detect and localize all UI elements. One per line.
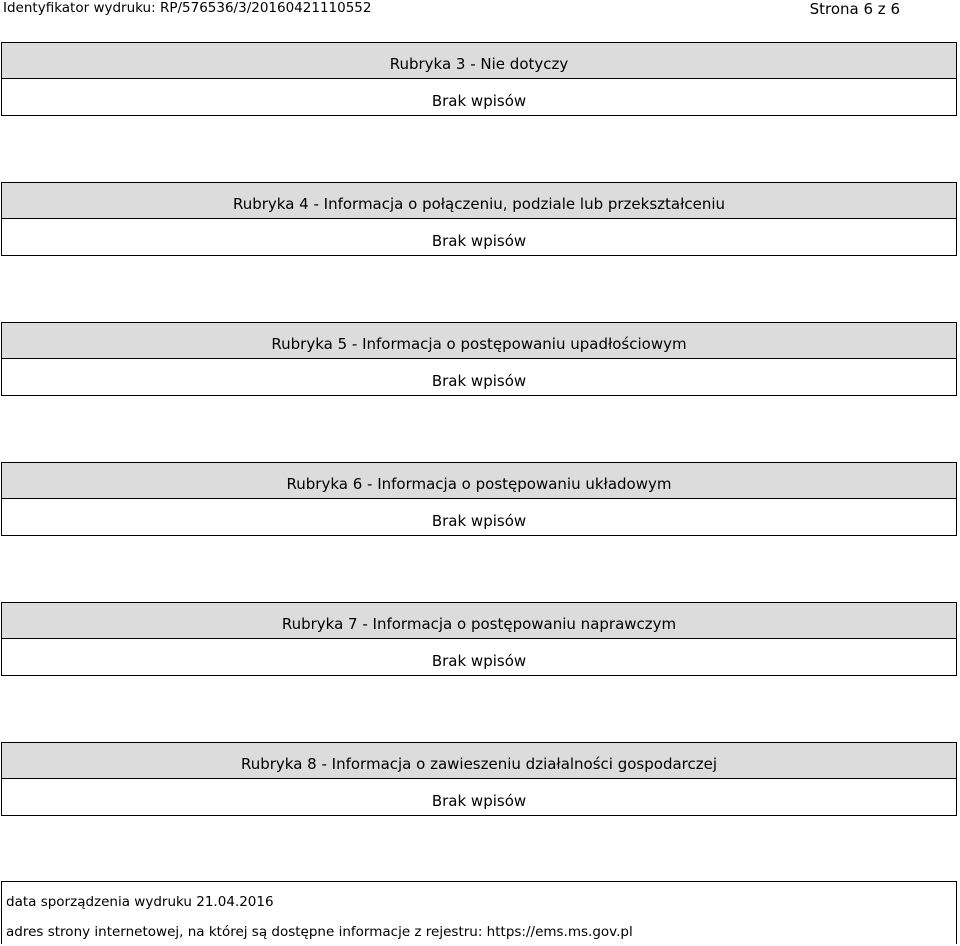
section-body: Brak wpisów xyxy=(1,359,957,396)
page-footer xyxy=(1,881,957,944)
registry-website: adres strony internetowej, na której są dostępne informacje z rejestru: https://ems.ms.gov.pl xyxy=(6,924,633,940)
section-rubryka-5 xyxy=(1,322,957,396)
section-title: Rubryka 7 - Informacja o postępowaniu naprawczym xyxy=(1,602,957,639)
page-number: Strona 6 z 6 xyxy=(809,0,900,18)
section-body: Brak wpisów xyxy=(1,779,957,816)
section-body: Brak wpisów xyxy=(1,499,957,536)
section-rubryka-7 xyxy=(1,602,957,676)
section-rubryka-6 xyxy=(1,462,957,536)
print-identifier: Identyfikator wydruku: RP/576536/3/20160421110552 xyxy=(3,0,372,16)
section-body: Brak wpisów xyxy=(1,79,957,116)
section-title: Rubryka 4 - Informacja o połączeniu, podziale lub przekształceniu xyxy=(1,182,957,219)
page-header xyxy=(0,0,960,18)
section-rubryka-8 xyxy=(1,742,957,816)
section-title: Rubryka 5 - Informacja o postępowaniu upadłościowym xyxy=(1,322,957,359)
section-title: Rubryka 6 - Informacja o postępowaniu układowym xyxy=(1,462,957,499)
section-rubryka-3 xyxy=(1,42,957,116)
section-title: Rubryka 3 - Nie dotyczy xyxy=(1,42,957,79)
section-title: Rubryka 8 - Informacja o zawieszeniu działalności gospodarczej xyxy=(1,742,957,779)
section-rubryka-4 xyxy=(1,182,957,256)
print-date: data sporządzenia wydruku 21.04.2016 xyxy=(6,894,274,910)
section-body: Brak wpisów xyxy=(1,219,957,256)
section-body: Brak wpisów xyxy=(1,639,957,676)
